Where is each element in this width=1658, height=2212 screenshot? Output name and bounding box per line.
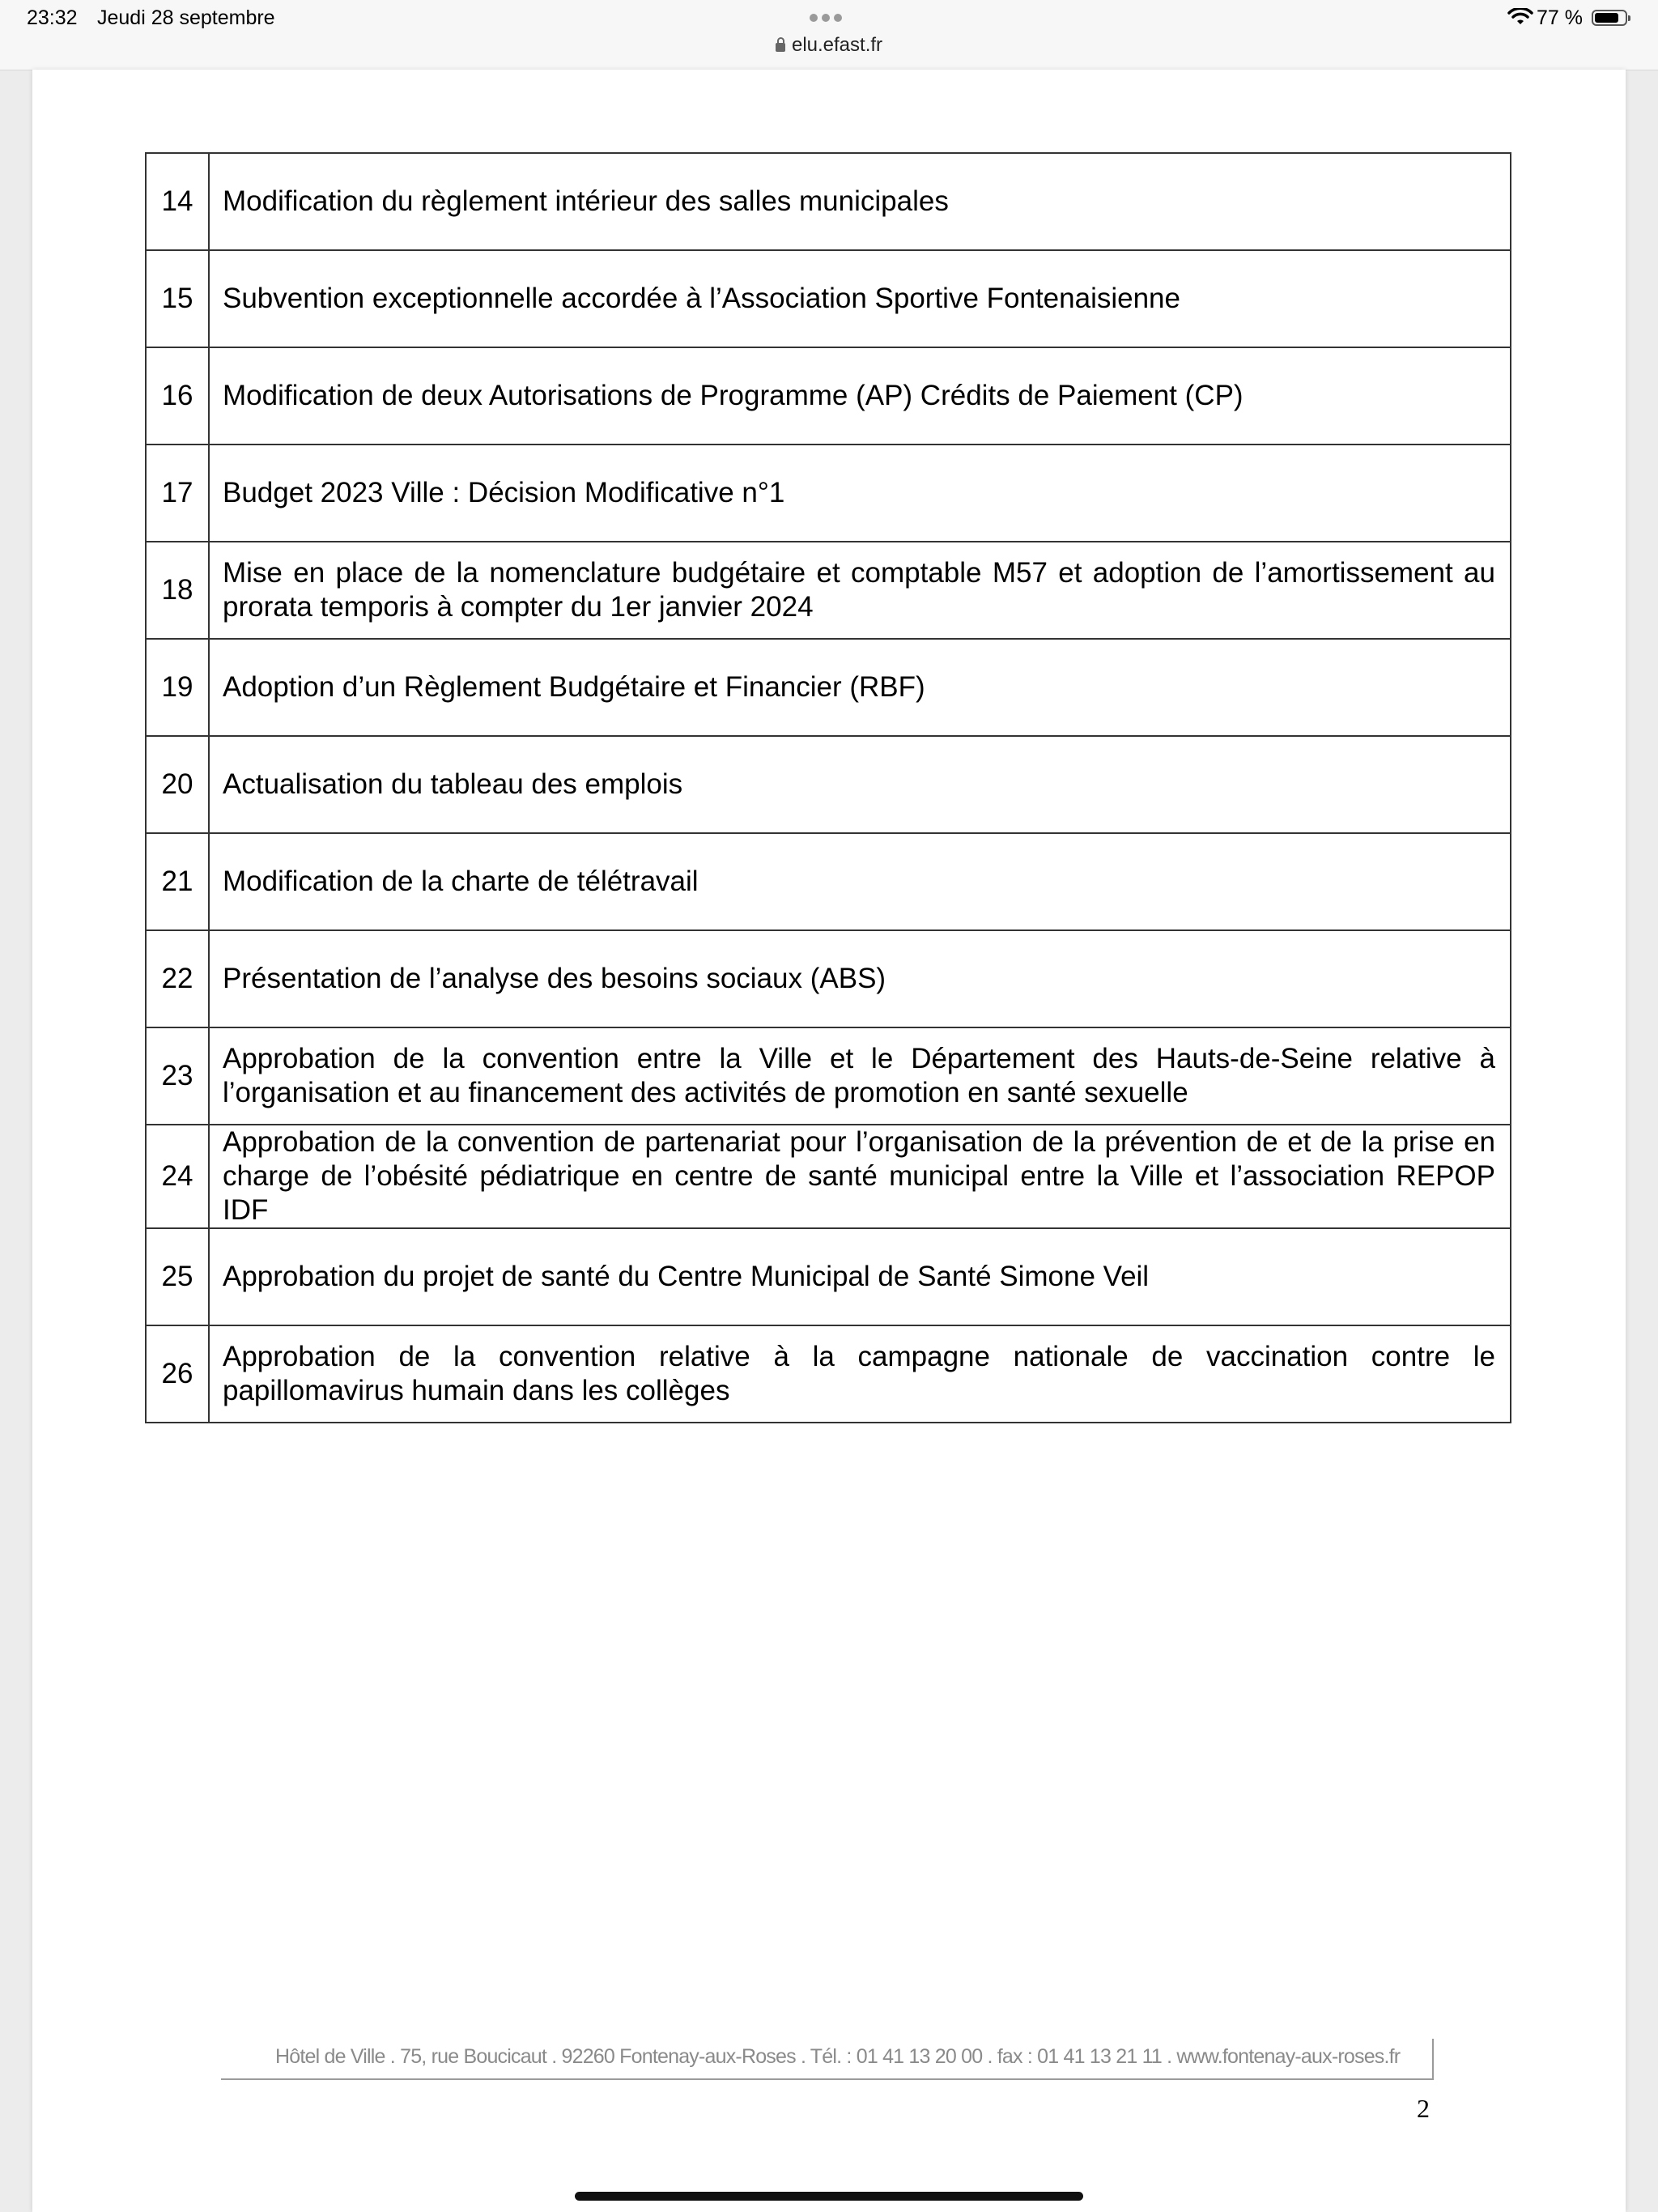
- table-row: [146, 542, 1511, 639]
- table-row: [146, 930, 1511, 1027]
- footer-rule: [221, 2078, 1434, 2080]
- table-row: [146, 736, 1511, 833]
- item-text: Adoption d’un Règlement Budgétaire et Financier (RBF): [209, 639, 1511, 736]
- item-text: Actualisation du tableau des emplois: [209, 736, 1511, 833]
- item-text: Approbation de la convention de partenariat pour l’organisation de la prévention de et de la prise en charge de l’obésité pédiatrique en centre de santé municipal entre la Ville et l’association REPOP IDF: [209, 1125, 1511, 1228]
- table-row: [146, 1027, 1511, 1125]
- wifi-icon: [1507, 8, 1533, 26]
- document-page: [32, 70, 1626, 2212]
- table-row: [146, 1325, 1511, 1423]
- item-number: 23: [146, 1027, 209, 1125]
- item-number: 15: [146, 250, 209, 347]
- lock-icon: [776, 43, 785, 52]
- item-number: 24: [146, 1125, 209, 1228]
- item-text: Approbation de la convention entre la Ville et le Département des Hauts-de-Seine relative à l’organisation et au financement des activités de promotion en santé sexuelle: [209, 1027, 1511, 1125]
- status-time: 23:32: [27, 6, 78, 29]
- table-row: [146, 639, 1511, 736]
- item-number: 21: [146, 833, 209, 930]
- item-text: Modification de deux Autorisations de Programme (AP) Crédits de Paiement (CP): [209, 347, 1511, 445]
- status-date: Jeudi 28 septembre: [97, 6, 275, 29]
- table-row: [146, 153, 1511, 250]
- item-text: Approbation du projet de santé du Centre Municipal de Santé Simone Veil: [209, 1228, 1511, 1325]
- item-text: Modification de la charte de télétravail: [209, 833, 1511, 930]
- item-number: 25: [146, 1228, 209, 1325]
- table-row: [146, 347, 1511, 445]
- table-row: [146, 1228, 1511, 1325]
- status-bar: [0, 0, 1658, 70]
- item-text: Modification du règlement intérieur des salles municipales: [209, 153, 1511, 250]
- footer-divider: [1432, 2039, 1434, 2080]
- item-number: 17: [146, 445, 209, 542]
- address-url: elu.efast.fr: [791, 34, 883, 56]
- item-text: Mise en place de la nomenclature budgétaire et comptable M57 et adoption de l’amortissement au prorata temporis à compter du 1er janvier 2024: [209, 542, 1511, 639]
- item-number: 22: [146, 930, 209, 1027]
- table-row: [146, 250, 1511, 347]
- home-indicator[interactable]: [575, 2192, 1083, 2201]
- item-number: 14: [146, 153, 209, 250]
- item-text: Subvention exceptionnelle accordée à l’Association Sportive Fontenaisienne: [209, 250, 1511, 347]
- item-number: 18: [146, 542, 209, 639]
- battery-icon: [1592, 10, 1627, 26]
- footer-address: Hôtel de Ville . 75, rue Boucicaut . 92260 Fontenay-aux-Roses . Tél. : 01 41 13 20 00 . fax : 01 41 13 21 11 . www.fontenay-aux-roses.fr: [275, 2045, 1401, 2068]
- agenda-table: [145, 152, 1511, 1423]
- address-bar[interactable]: [0, 34, 1658, 57]
- item-number: 19: [146, 639, 209, 736]
- item-text: Budget 2023 Ville : Décision Modificative n°1: [209, 445, 1511, 542]
- table-row: [146, 1125, 1511, 1228]
- item-number: 20: [146, 736, 209, 833]
- table-row: [146, 833, 1511, 930]
- table-row: [146, 445, 1511, 542]
- battery-percent: 77 %: [1537, 6, 1583, 29]
- item-number: 26: [146, 1325, 209, 1423]
- item-text: Approbation de la convention relative à la campagne nationale de vaccination contre le papillomavirus humain dans les collèges: [209, 1325, 1511, 1423]
- page-number: 2: [1417, 2094, 1430, 2123]
- item-number: 16: [146, 347, 209, 445]
- item-text: Présentation de l’analyse des besoins sociaux (ABS): [209, 930, 1511, 1027]
- more-dots-icon[interactable]: [810, 11, 848, 21]
